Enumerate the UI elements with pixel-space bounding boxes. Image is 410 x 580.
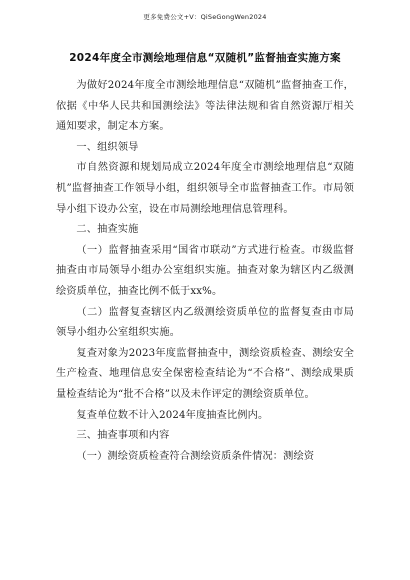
paragraph-implementation-1: （一）监督抽查采用“国省市联动”方式进行检查。市级监督抽查由市局领导小组办公室组织实施。抽查对象为辖区内乙级测绘资质单位，抽查比例不低于xx%。 — [56, 244, 354, 297]
section-heading-organization: 一、组织领导 — [76, 141, 139, 153]
paragraph-recheck-targets: 复查对象为2023年度监督抽查中，测绘资质检查、测绘安全生产检查、地理信息安全保密检查结论为“不合格”、测绘成果质量检查结论为“批不合格”以及未作评定的测绘资质单位。 — [56, 347, 354, 400]
paragraph-items-1: （一）测绘资质检查符合测绘资质条件情况：测绘资 — [76, 450, 315, 462]
document-body — [56, 76, 354, 467]
paragraph-organization: 市自然资源和规划局成立2024年度全市测绘地理信息“双随机”监督抽查工作领导小组，组织领导全市监督抽查工作。市局领导小组下设办公室，设在市局测绘地理信息管理科。 — [56, 162, 354, 215]
document-title: 2024年度全市测绘地理信息“双随机”监督抽查实施方案 — [69, 52, 341, 64]
paragraph-intro: 为做好2024年度全市测绘地理信息“双随机”监督抽查工作，依据《中华人民共和国测绘法》等法律法规和省自然资源厅相关通知要求，制定本方案。 — [56, 80, 354, 133]
section-heading-implementation: 二、抽查实施 — [76, 224, 139, 236]
section-heading-items: 三、抽查事项和内容 — [76, 430, 170, 442]
paragraph-implementation-2: （二）监督复查辖区内乙级测绘资质单位的监督复查由市局领导小组办公室组织实施。 — [56, 306, 354, 339]
paragraph-recheck-count: 复查单位数不计入2024年度抽查比例内。 — [76, 409, 269, 421]
header-note: 更多免费公文+V：QiSeGongWen2024 — [143, 13, 267, 21]
